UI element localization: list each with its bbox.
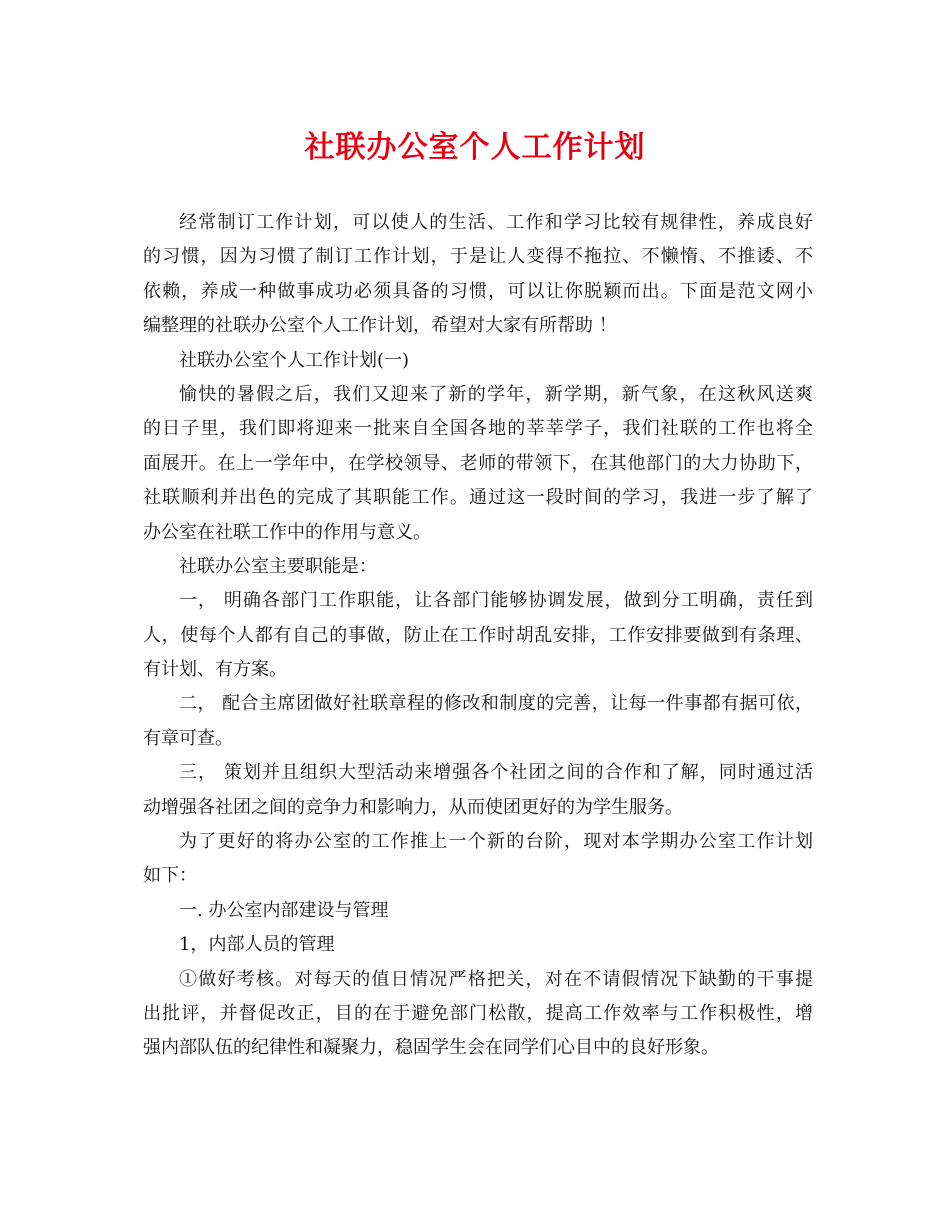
text-line: 一， 明确各部门工作职能，让各部门能够协调发展，做到分工明确，责任到 bbox=[179, 590, 813, 612]
text-line: 愉快的暑假之后，我们又迎来了新的学年，新学期，新气象，在这秋风送爽 bbox=[179, 383, 813, 405]
section-heading: 一. 办公室内部建设与管理 bbox=[179, 899, 389, 921]
text-line: ①做好考核。对每天的值日情况严格把关，对在不请假情况下缺勤的干事提 bbox=[179, 968, 813, 990]
text-line: 依赖，养成一种做事成功必须具备的习惯，可以让你脱颖而出。下面是范文网小 bbox=[143, 280, 813, 302]
text-line: 如下： bbox=[143, 865, 197, 887]
paragraph-duty-1 bbox=[143, 584, 813, 687]
paragraph-section-1-1 bbox=[143, 928, 813, 962]
text-line: 编整理的社联办公室个人工作计划，希望对大家有所帮助 ！ bbox=[143, 315, 617, 337]
text-line: 面展开。在上一学年中，在学校领导、老师的带领下，在其他部门的大力协助下， bbox=[143, 452, 813, 474]
paragraph-summer bbox=[143, 378, 813, 550]
text-line: 社联办公室主要职能是： bbox=[179, 555, 377, 577]
text-line: 的日子里，我们即将迎来一批来自全国各地的莘莘学子，我们社联的工作也将全 bbox=[143, 418, 813, 440]
text-line: 有计划、有方案。 bbox=[143, 659, 287, 681]
text-line: 动增强各社团之间的竞争力和影响力，从而使团更好的为学生服务。 bbox=[143, 796, 683, 818]
text-line: 有章可查。 bbox=[143, 727, 233, 749]
text-line: 强内部队伍的纪律性和凝聚力，稳固学生会在同学们心目中的良好形象。 bbox=[143, 1037, 719, 1059]
paragraph-plan-intro bbox=[143, 825, 813, 894]
paragraph-duties-heading bbox=[143, 550, 813, 584]
text-line: 出批评，并督促改正，目的在于避免部门松散，提高工作效率与工作积极性，增 bbox=[143, 1002, 813, 1024]
paragraph-subtitle bbox=[143, 344, 813, 378]
paragraph-section-1 bbox=[143, 894, 813, 928]
text-line: 办公室在社联工作中的作用与意义。 bbox=[143, 521, 431, 543]
text-line: 人，使每个人都有自己的事做，防止在工作时胡乱安排，工作安排要做到有条理、 bbox=[143, 624, 813, 646]
text-line: 的习惯，因为习惯了制订工作计划，于是让人变得不拖拉、不懒惰、不推诿、不 bbox=[143, 246, 813, 268]
paragraph-assessment bbox=[143, 963, 813, 1066]
text-line: 三， 策划并且组织大型活动来增强各个社团之间的合作和了解，同时通过活 bbox=[179, 762, 813, 784]
subsection-heading: 1，内部人员的管理 bbox=[179, 934, 335, 956]
document-title: 社联办公室个人工作计划 bbox=[304, 130, 646, 165]
text-line: 为了更好的将办公室的工作推上一个新的台阶，现对本学期办公室工作计划 bbox=[179, 831, 813, 853]
paragraph-duty-2 bbox=[143, 687, 813, 756]
document-body bbox=[143, 206, 813, 1066]
section-subtitle: 社联办公室个人工作计划(一) bbox=[179, 349, 410, 371]
paragraph-duty-3 bbox=[143, 756, 813, 825]
text-line: 二， 配合主席团做好社联章程的修改和制度的完善，让每一件事都有据可依， bbox=[179, 693, 813, 715]
paragraph-intro bbox=[143, 206, 813, 344]
text-line: 经常制订工作计划，可以使人的生活、工作和学习比较有规律性，养成良好 bbox=[179, 212, 813, 233]
text-line: 社联顺利并出色的完成了其职能工作。通过这一段时间的学习，我进一步了解了 bbox=[143, 487, 813, 509]
